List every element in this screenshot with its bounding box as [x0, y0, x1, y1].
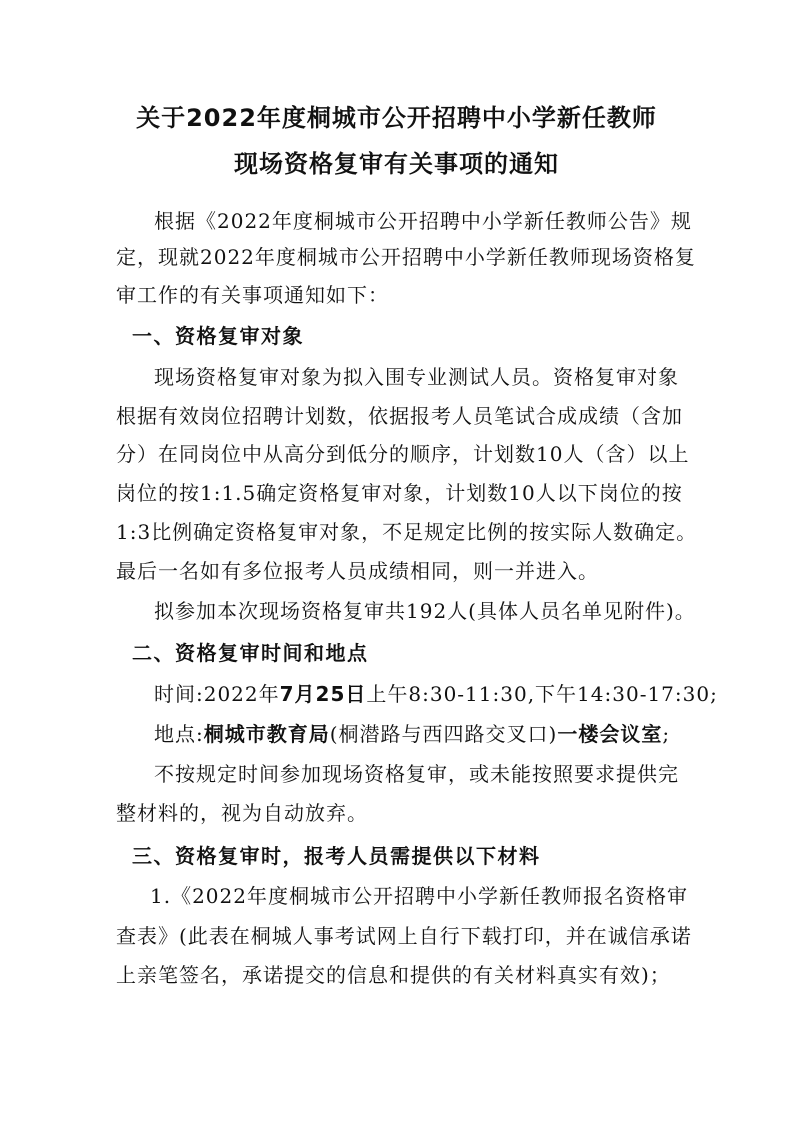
item-1-line-2: 查表》(此表在桐城人事考试网上自行下载打印，并在诚信承诺 — [116, 924, 692, 948]
title-line-1: 关于2022年度桐城市公开招聘中小学新任教师 — [136, 104, 657, 132]
review-time — [154, 676, 716, 712]
place-address: (桐潜路与西四路交叉口) — [329, 722, 558, 746]
section-1-line-1: 现场资格复审对象为拟入围专业测试人员。资格复审对象 — [154, 365, 679, 389]
section-3-heading: 三、资格复审时，报考人员需提供以下材料 — [132, 844, 541, 868]
intro-line-2: 定，现就2022年度桐城市公开招聘中小学新任教师现场资格复 — [116, 245, 696, 269]
intro-line-1: 根据《2022年度桐城市公开招聘中小学新任教师公告》规 — [154, 209, 692, 233]
section-1-line-3: 分）在同岗位中从高分到低分的顺序，计划数10人（含）以上 — [116, 442, 690, 466]
intro-line-3: 审工作的有关事项通知如下： — [116, 283, 389, 307]
section-1-heading: 一、资格复审对象 — [132, 324, 304, 348]
time-label: 时间:2022年 — [154, 682, 280, 706]
review-date: 7月25日 — [279, 682, 367, 706]
section-2-note-line-1: 不按规定时间参加现场资格复审，或未能按照要求提供完 — [154, 762, 679, 786]
section-1-line-2: 根据有效岗位招聘计划数，依据报考人员笔试合成成绩（含加 — [116, 404, 683, 428]
place-end: ; — [662, 722, 671, 746]
section-2-heading: 二、资格复审时间和地点 — [132, 641, 369, 665]
place-venue: 桐城市教育局 — [203, 722, 330, 746]
section-1-line-6: 最后一名如有多位报考人员成绩相同，则一并进入。 — [116, 559, 599, 583]
time-rest: 上午8:30-11:30,下午14:30-17:30; — [366, 682, 718, 706]
place-label: 地点: — [154, 722, 204, 746]
review-place — [154, 716, 716, 752]
item-1-line-3: 上亲笔签名，承诺提交的信息和提供的有关材料真实有效)； — [116, 963, 671, 987]
title-line-2: 现场资格复审有关事项的通知 — [234, 150, 559, 178]
section-2-note-line-2: 整材料的，视为自动放弃。 — [116, 801, 368, 825]
place-room: 一楼会议室 — [557, 722, 663, 746]
section-1-line-5: 1:3比例确定资格复审对象，不足规定比例的按实际人数确定。 — [116, 520, 698, 544]
section-1-line-4: 岗位的按1:1.5确定资格复审对象，计划数10人以下岗位的按 — [116, 481, 683, 505]
section-1-count: 拟参加本次现场资格复审共192人(具体人员名单见附件)。 — [154, 599, 696, 623]
item-1-line-1: 1.《2022年度桐城市公开招聘中小学新任教师报名资格审 — [150, 884, 688, 908]
